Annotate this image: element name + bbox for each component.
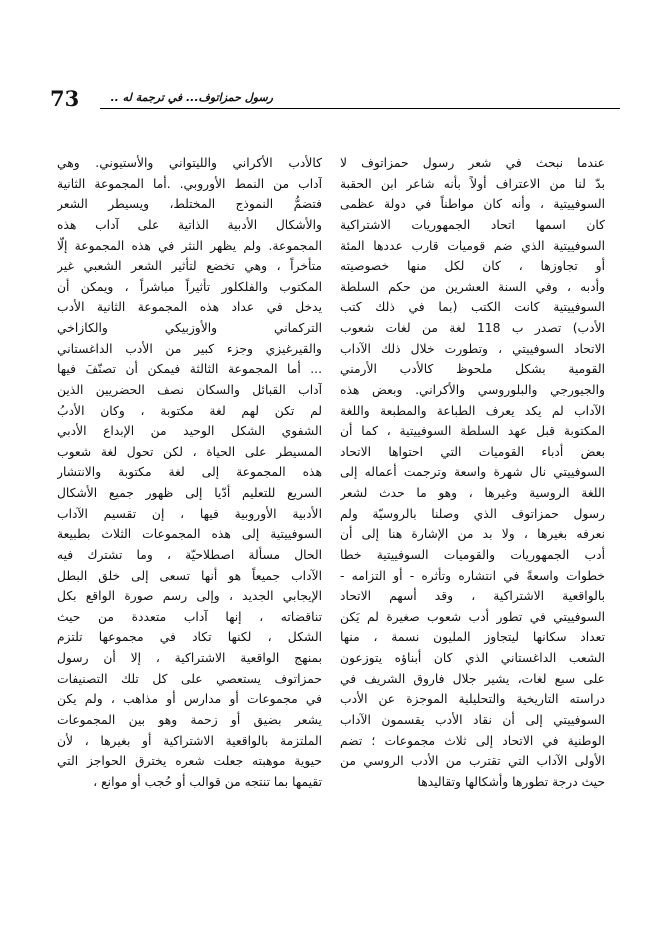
- text-line: السوفييتي نال شهرة واسعة وترجمت أعماله إلى: [340, 465, 605, 480]
- text-line: يشعر بضيق أو زحمة وهو بين المجموعات: [57, 712, 322, 727]
- text-line: آداب القبائل والسكان نصف الحضريين الذين: [57, 382, 322, 397]
- text-line: في مجموعات أو مدارس أو مذاهب ، ولم يكن: [57, 692, 322, 707]
- text-line: بمنهج الواقعية الاشتراكية ، إلا أن رسول: [57, 651, 322, 665]
- text-line: بالواقعية الاشتراكية ، وقد أسهم الاتحاد: [340, 589, 605, 604]
- text-line: الشكل ، لكنها تكاد في مجموعها تلتزم: [57, 630, 322, 645]
- text-line: الإيجابي الجديد ، وإلى رسم صورة الواقع بكل: [57, 589, 322, 604]
- text-line: السوفييتية كانت الكتب (بما في ذلك كتب: [340, 300, 605, 315]
- text-line: آداب من النمط الأوروبي. .أما المجموعة الثانية: [57, 176, 322, 191]
- text-line: الآداب جميعاً هو أنها تسعى إلى خلق البطل: [57, 568, 322, 583]
- text-line: فتضمُّ النموذج المختلط، ويسيطر الشعر: [57, 197, 322, 212]
- text-line: التركماني والأوزبيكي والكازاخي: [57, 321, 322, 335]
- text-line: كان اسمها اتحاد الجمهوريات الاشتراكية: [340, 217, 605, 232]
- text-line: حيوية موهبته جعلت شعره يخترق الحواجز التي: [57, 754, 322, 769]
- text-line: تقيمها بما تنتجه من قوالب أو حُجب أو موانع ،: [93, 774, 322, 789]
- text-line: هذه المجموعة إلى لغة مكتوبة والانتشار: [57, 465, 322, 480]
- header-divider: [100, 108, 620, 109]
- text-line: والأشكال الأدبية الذاتية على آداب هذه: [57, 217, 322, 232]
- text-line: القومية بشكل ملحوظ كالأدب الأرمني: [340, 362, 605, 377]
- running-title: رسول حمزاتوف... في ترجمة له ..: [110, 91, 273, 104]
- text-line: حيث درجة تطورها وأشكالها وتقاليدها: [417, 774, 605, 789]
- text-line: لم تكن لهم لغة مكتوبة ، وكان الأدبُ: [57, 403, 322, 418]
- text-line: الأولى الآداب التي تقترب من الأدب الروسي من: [340, 754, 605, 769]
- page-number: 73: [50, 86, 80, 111]
- text-line: المجموعة. ولم يظهر النثر في هذه المجموعة إلّا: [57, 238, 322, 253]
- text-line: المكتوبة قبل عهد السلطة السوفييتية ، كما أن: [340, 424, 605, 439]
- text-line: حمزاتوف يستعصي على كل تلك التصنيفات: [57, 671, 322, 686]
- text-line: السوفييتي إلى أن نقاد الأدب يقسمون الآداب: [340, 712, 605, 727]
- text-line: والجيورجي والبلوروسي والأكراني. وبعض هذه: [340, 382, 605, 397]
- text-line: وأدبه ، وفي السنة العشرين من حكم السلطة: [340, 279, 605, 294]
- text-line: الحال مسألة اصطلاحيّة ، وما تشترك فيه: [57, 547, 322, 562]
- text-line: السريع للتعليم أدّيا إلى ظهور جميع الأشكال: [57, 486, 322, 500]
- text-line: السوفييتية الذي ضم قوميات قارب عددها المئة: [340, 238, 605, 253]
- text-line: ... أما المجموعة الثالثة فيمكن أن تصنّفَ فيها: [57, 362, 322, 377]
- text-line: السوفييتية ، وأنه كان مواطناً في دولة عظمى: [340, 197, 605, 212]
- text-line: أو تجاوزها ، كان لكل منها خصوصيته: [340, 259, 605, 274]
- text-line: نعرفه بغيرها ، ولا بد من الإشارة هنا إلى أن: [340, 527, 605, 542]
- text-line: الأدبية الأوروبية فيها ، إن تقسيم الآداب: [57, 506, 322, 521]
- text-line: يدخل في عداد هذه المجموعة الثانية الأدب: [57, 300, 322, 315]
- text-line: تعداد سكانها ليتجاوز المليون نسمة ، منها: [340, 630, 605, 645]
- text-line: خطوات واسعةً في انتشاره وتأثره - أو التزامه -: [340, 568, 605, 583]
- text-line: الوطنية في الاتحاد إلى ثلاث مجموعات ؛ تضم: [340, 733, 605, 748]
- text-line: والقيرغيزي وجزء كبير من الأدب الداغستاني: [57, 341, 322, 356]
- text-line: كالأدب الأكراني والليتواني والأستيوني. وهي: [57, 156, 322, 170]
- text-column-left: [57, 153, 322, 792]
- text-line: عندما نبحث في شعر رسول حمزاتوف لا: [340, 156, 605, 170]
- text-line: الاتحاد السوفييتي ، وتطورت خلال ذلك الآداب: [340, 341, 605, 356]
- text-line: متأخراً ، وهي تخضع لتأثير الشعر الشعبي غير: [57, 259, 322, 274]
- text-line: الشفوي الشكل الوحيد من الإبداع الأدبي: [57, 424, 322, 439]
- text-line: على سبع لغات، يشير جلال فاروق الشريف في: [340, 671, 605, 686]
- text-line: السوفييتية إلى هذه المجموعات الثلاث بطبيعة: [57, 527, 322, 542]
- text-line: السوفييتي في تطور أدب شعوب صغيرة لم يَكن: [340, 609, 605, 624]
- text-line: بدّ لنا من الاعتراف أولاً بأنه شاعر ابن الحقبة: [340, 176, 605, 191]
- text-column-right: [340, 153, 605, 792]
- text-line: المكتوب والفلكلور تأثيراً مباشراً ، ويمكن أن: [57, 279, 322, 294]
- text-line: الملتزمة بالواقعية الاشتراكية أو بغيرها ، لأن: [57, 733, 322, 748]
- text-line: المسيطر على الحياة ، لكن تحول لغة شعوب: [57, 444, 322, 459]
- text-line: رسول حمزاتوف الذي وصلنا بالروسيّة ولم: [340, 506, 605, 521]
- text-line: أدب الجمهوريات والقوميات السوفييتية خطا: [340, 547, 605, 562]
- text-line: تناقضاته ، إنها آداب متعددة من حيث: [57, 609, 322, 624]
- text-line: الشعب الداغستاني الذي كان أبناؤه يتوزعون: [340, 651, 605, 665]
- text-line: بعض أدباء القوميات التي احتواها الاتحاد: [340, 444, 605, 459]
- text-line: الآداب لم يكد يعرف الطباعة والمطبعة واللغة: [340, 403, 605, 418]
- text-line: الأدب) تصدر ب 118 لغة من لغات شعوب: [340, 321, 605, 335]
- text-line: دراسته التاريخية والتحليلية الموجزة عن الأدب: [340, 692, 605, 707]
- text-line: اللغة الروسية وغيرها ، وهو ما حدث لشعر: [340, 486, 605, 500]
